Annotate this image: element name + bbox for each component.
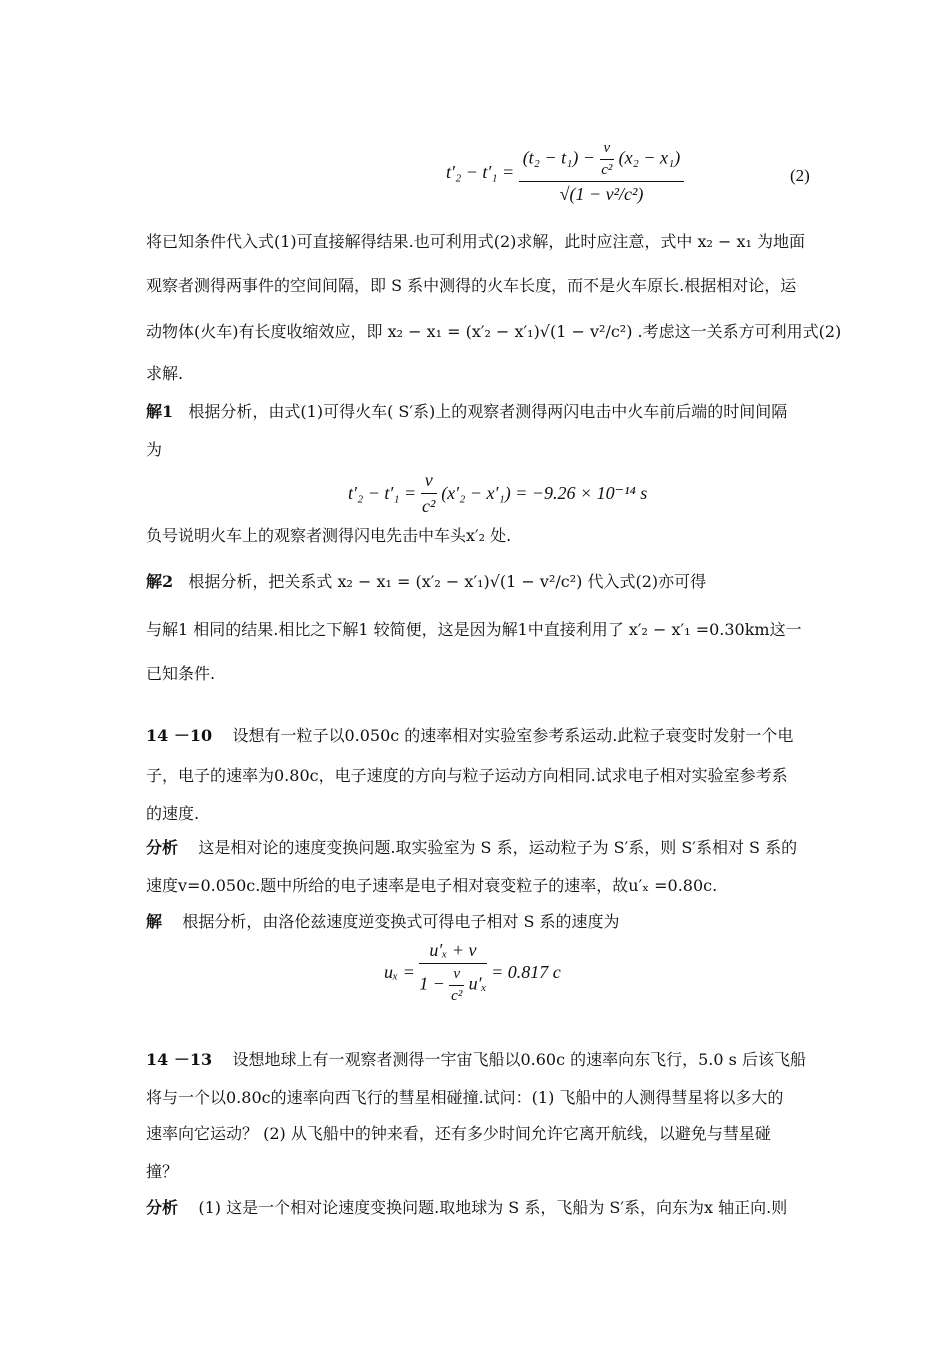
q10-eq-lhs: uₓ =	[384, 962, 415, 982]
q10-eq-den-b: u′ₓ	[468, 973, 487, 994]
p1-line2: 观察者测得两事件的空间间隔，即 S 系中测得的火车长度，而不是火车原长.根据相对论，运	[146, 276, 797, 295]
sol2-label: 解2	[146, 572, 174, 591]
q10-eq-rhs: = 0.817 c	[491, 962, 561, 982]
q10-analysis-line1	[146, 838, 797, 858]
sol1-line2: 为	[146, 440, 163, 459]
sol2-line2: 与解1 相同的结果.相比之下解1 较简便，这是因为解1中直接利用了 x′₂ − x′₁ =0.30km这一	[146, 620, 802, 639]
sol1-line3: 负号说明火车上的观察者测得闪电先击中车头x′₂ 处.	[146, 526, 512, 545]
q13-analysis-label: 分析	[146, 1198, 179, 1217]
sol1-equation	[348, 470, 647, 517]
sol1-eq-frac-top: v	[421, 470, 437, 494]
q10-eq-den-a: 1 −	[419, 973, 445, 994]
q10-eq-den-frac-bot: c²	[451, 988, 463, 1004]
q13-analysis-line1	[146, 1198, 787, 1218]
equation-number-2: (2)	[790, 166, 810, 185]
q13-line2: 将与一个以0.80c的速率向西飞行的彗星相碰撞.试问：(1) 飞船中的人测得彗星将以多大的	[146, 1088, 784, 1107]
q10-equation	[384, 940, 561, 1005]
q10-solution-label: 解	[146, 912, 163, 931]
eq2-num-frac-bot: c²	[601, 162, 613, 178]
sol1-text1: 根据分析，由式(1)可得火车( S′系)上的观察者测得两闪电击中火车前后端的时间间隔	[188, 402, 788, 421]
p1-line1: 将已知条件代入式(1)可直接解得结果.也可利用式(2)求解，此时应注意，式中 x₂ − x₁ 为地面	[146, 232, 806, 251]
sol1-eq-frac-bot: c²	[421, 496, 436, 516]
q10-line2: 子，电子的速率为0.80c，电子速度的方向与粒子运动方向相同.试求电子相对实验室参考系	[146, 766, 788, 785]
q10-solution-line1	[146, 912, 620, 932]
eq2-lhs: t′₂ − t′₁ =	[446, 162, 515, 182]
p1-line3: 动物体(火车)有长度收缩效应，即 x₂ − x₁ = (x′₂ − x′₁)√(1 − v²/c²) .考虑这一关系方可利用式(2)	[146, 322, 842, 341]
q13-text1: 设想地球上有一观察者测得一宇宙飞船以0.60c 的速率向东飞行，5.0 s 后该飞船	[232, 1050, 806, 1069]
q10-text1: 设想有一粒子以0.050c 的速率相对实验室参考系运动.此粒子衰变时发射一个电	[232, 726, 794, 745]
q13-analysis-text1: (1) 这是一个相对论速度变换问题.取地球为 S 系，飞船为 S′系，向东为x 轴正向.则	[198, 1198, 788, 1217]
equation-2	[446, 140, 684, 205]
q13-number: 14 －13	[146, 1050, 213, 1069]
sol1-line1	[146, 402, 787, 422]
sol2-line3: 已知条件.	[146, 664, 216, 683]
q10-analysis-label: 分析	[146, 838, 179, 857]
q10-line1	[146, 726, 793, 746]
eq2-num-b: (x₂ − x₁)	[618, 147, 681, 168]
sol1-label: 解1	[146, 402, 174, 421]
q10-eq-num: u′ₓ + v	[419, 940, 486, 964]
q10-number: 14 －10	[146, 726, 213, 745]
sol1-eq-lhs: t′₂ − t′₁ =	[348, 483, 417, 503]
q10-analysis-text1: 这是相对论的速度变换问题.取实验室为 S 系，运动粒子为 S′系，则 S′系相对 S 系的	[198, 838, 798, 857]
eq2-num-frac-top: v	[600, 140, 615, 160]
q13-line1	[146, 1050, 806, 1070]
sol1-eq-rhs: (x′₂ − x′₁) = −9.26 × 10⁻¹⁴ s	[441, 483, 648, 503]
eq2-num-a: (t₂ − t₁) −	[522, 147, 595, 168]
sol2-line1	[146, 572, 706, 592]
q13-line3: 速率向它运动？ (2) 从飞船中的钟来看，还有多少时间允许它离开航线，以避免与彗星碰	[146, 1124, 771, 1143]
eq2-fraction	[519, 140, 685, 205]
eq2-den: √(1 − v²/c²)	[559, 184, 644, 204]
q10-analysis-line2: 速度v=0.050c.题中所给的电子速率是电子相对衰变粒子的速率，故u′ₓ =0.80c.	[146, 876, 718, 895]
q10-line3: 的速度.	[146, 804, 200, 823]
q10-solution-text1: 根据分析，由洛伦兹速度逆变换式可得电子相对 S 系的速度为	[182, 912, 620, 931]
p1-line4: 求解.	[146, 364, 184, 383]
q10-eq-den-frac-top: v	[449, 966, 464, 986]
q13-line4: 撞？	[146, 1162, 179, 1181]
sol2-text1: 根据分析，把关系式 x₂ − x₁ = (x′₂ − x′₁)√(1 − v²/c²) 代入式(2)亦可得	[188, 572, 707, 591]
